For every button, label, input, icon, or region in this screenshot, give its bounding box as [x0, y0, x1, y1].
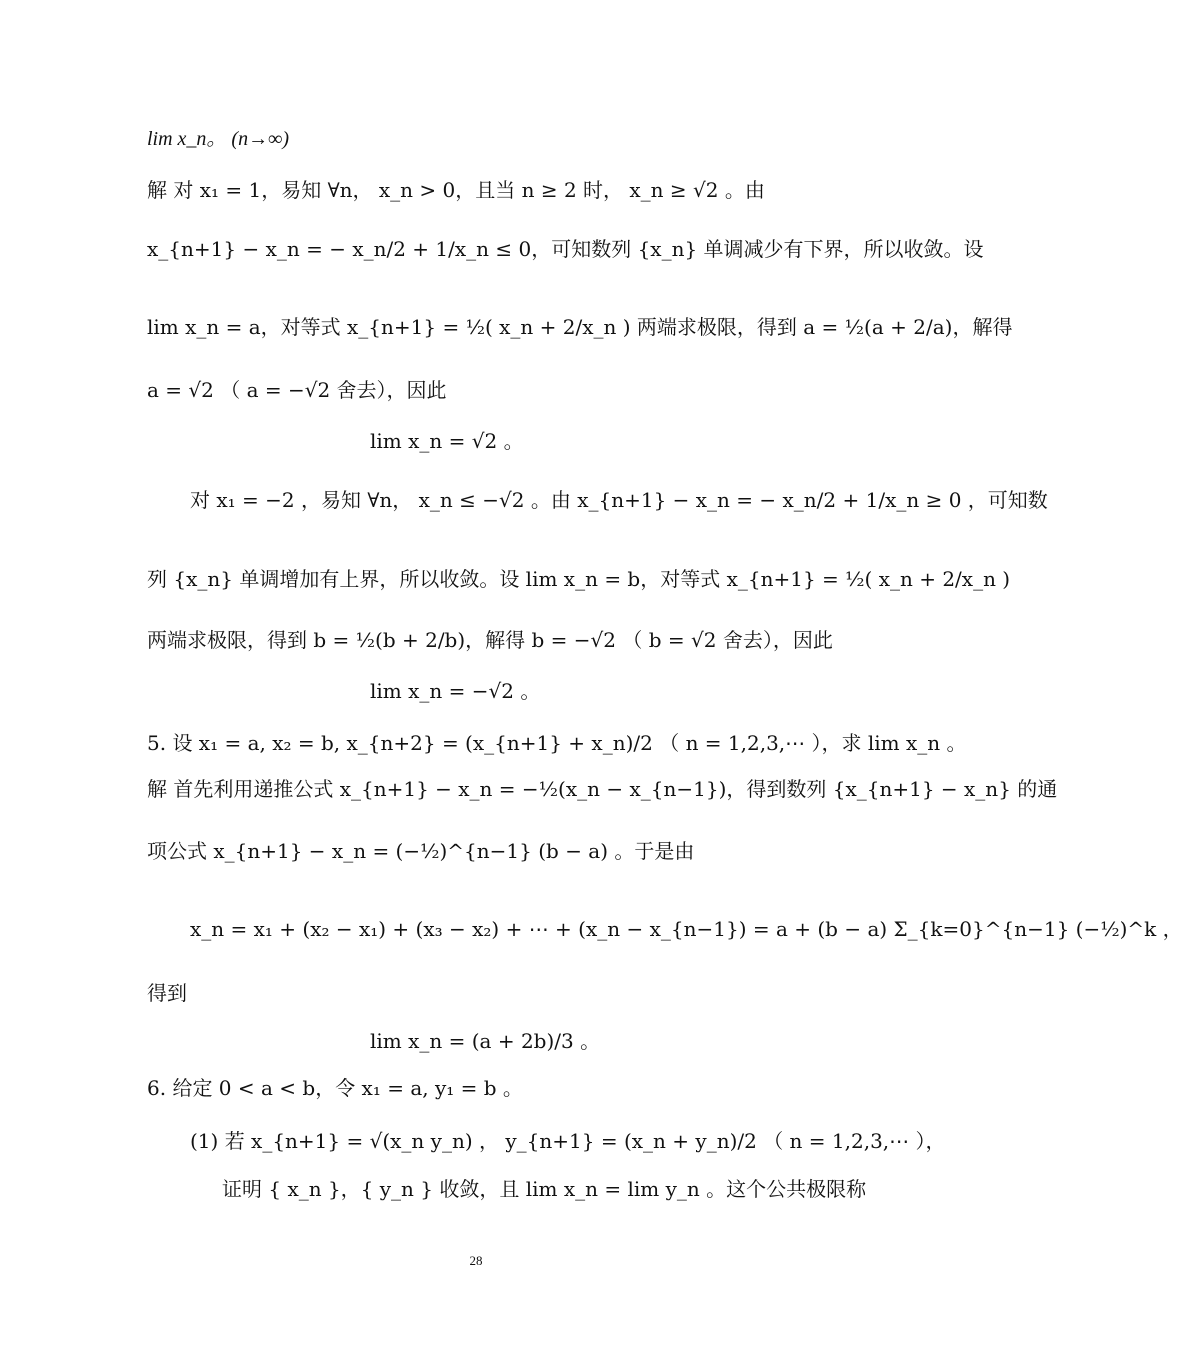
text-line-6: 对 x₁ = −2 ，易知 ∀n， x_n ≤ −√2 。由 x_{n+1} − x_n = − x_n/2 + 1/x_n ≥ 0 ，可知数 — [190, 488, 1048, 512]
equation-2: lim x_n = −√2 。 — [370, 679, 541, 703]
text-line-5: a = √2 （ a = −√2 舍去），因此 — [147, 378, 447, 402]
text-line-10: 项公式 x_{n+1} − x_n = (−½)^{n−1} (b − a) 。于是由 — [147, 839, 695, 863]
equation-1: lim x_n = √2 。 — [370, 429, 524, 453]
problem-5: 5. 设 x₁ = a, x₂ = b, x_{n+2} = (x_{n+1} + x_n)/2 （ n = 1,2,3,⋯ ），求 lim x_n 。 — [147, 731, 967, 755]
text-line-12: 证明 { x_n }，{ y_n } 收敛，且 lim x_n = lim y_n 。这个公共极限称 — [222, 1177, 867, 1201]
text-line-9: 解 首先利用递推公式 x_{n+1} − x_n = −½(x_n − x_{n−1})，得到数列 {x_{n+1} − x_n} 的通 — [147, 777, 1058, 801]
problem-6-part-1: (1) 若 x_{n+1} = √(x_n y_n) ， y_{n+1} = (x_n + y_n)/2 （ n = 1,2,3,⋯ ）， — [190, 1129, 946, 1153]
equation-4: lim x_n = (a + 2b)/3 。 — [370, 1029, 601, 1053]
problem-6: 6. 给定 0 < a < b，令 x₁ = a, y₁ = b 。 — [147, 1076, 523, 1100]
text-line-8: 两端求极限，得到 b = ½(b + 2/b)，解得 b = −√2 （ b = √2 舍去），因此 — [147, 628, 833, 652]
text-line-2: 解 对 x₁ = 1，易知 ∀n， x_n > 0，且当 n ≥ 2 时， x_n ≥ √2 。由 — [147, 178, 765, 202]
text-line-11: 得到 — [147, 981, 187, 1005]
text-line-1: lim x_n。 (n→∞) — [147, 128, 290, 150]
page-number: 28 — [469, 1253, 483, 1268]
text-line-4: lim x_n = a，对等式 x_{n+1} = ½( x_n + 2/x_n ) 两端求极限，得到 a = ½(a + 2/a)，解得 — [147, 315, 1013, 339]
text-line-7: 列 {x_n} 单调增加有上界，所以收敛。设 lim x_n = b，对等式 x_{n+1} = ½( x_n + 2/x_n ) — [147, 567, 1011, 591]
text-line-3: x_{n+1} − x_n = − x_n/2 + 1/x_n ≤ 0，可知数列 {x_n} 单调减少有下界，所以收敛。设 — [147, 237, 984, 261]
equation-3: x_n = x₁ + (x₂ − x₁) + (x₃ − x₂) + ⋯ + (x_n − x_{n−1}) = a + (b − a) Σ_{k=0}^{n−1} (−½)^k ， — [190, 917, 1183, 941]
